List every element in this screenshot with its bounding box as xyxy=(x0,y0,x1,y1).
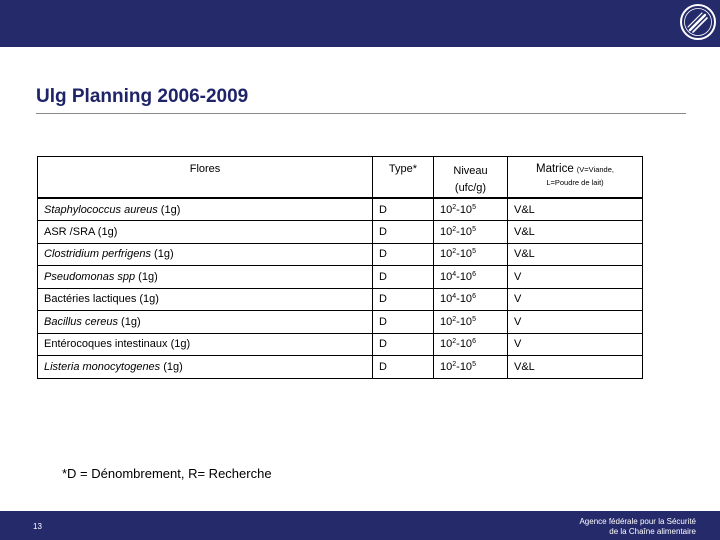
level-exp-low: 4 xyxy=(452,270,457,278)
title-divider xyxy=(36,113,686,114)
header-niveau-line2: (ufc/g) xyxy=(454,182,487,194)
level-sep: -10 xyxy=(456,203,473,216)
level-base: 10 xyxy=(440,270,453,283)
level-base: 10 xyxy=(440,293,453,306)
cell-niveau xyxy=(434,288,508,311)
cell-flore-italic: Clostridium perfrigens xyxy=(44,248,151,261)
header-niveau-line1: Niveau xyxy=(453,165,488,177)
level-base: 10 xyxy=(440,225,453,238)
cell-matrice: V xyxy=(508,311,643,334)
level-exp-low: 2 xyxy=(452,315,457,323)
table-row xyxy=(38,333,643,356)
cell-niveau xyxy=(434,266,508,289)
level-base: 10 xyxy=(440,248,453,261)
level-sep: -10 xyxy=(456,248,473,261)
level-exp-low: 2 xyxy=(452,338,457,346)
cell-flore-rest: (1g) xyxy=(117,315,141,328)
cell-matrice: V xyxy=(508,266,643,289)
header-matrice-label: Matrice xyxy=(536,163,574,175)
cell-flore xyxy=(38,311,373,334)
cell-matrice: V&L xyxy=(508,198,643,221)
level-exp-low: 2 xyxy=(452,360,457,368)
level-exp-high: 5 xyxy=(472,315,476,323)
table-row xyxy=(38,221,643,244)
cell-flore xyxy=(38,266,373,289)
cell-flore xyxy=(38,333,373,356)
agency-line1: Agence fédérale pour la Sécurité xyxy=(579,517,696,526)
header-flores: Flores xyxy=(38,157,373,199)
cell-flore-italic: Listeria monocytogenes xyxy=(44,360,161,373)
level-base: 10 xyxy=(440,203,453,216)
cell-matrice: V xyxy=(508,288,643,311)
level-exp-high: 6 xyxy=(472,293,476,301)
cell-flore-rest: Bactéries lactiques (1g) xyxy=(44,293,159,306)
cell-type: D xyxy=(373,356,434,379)
level-sep: -10 xyxy=(456,360,473,373)
level-sep: -10 xyxy=(456,225,473,238)
header-type: Type* xyxy=(373,157,434,199)
cell-flore-italic: Staphylococcus aureus xyxy=(44,203,158,216)
header-matrice-note2: L=Poudre de lait) xyxy=(546,178,604,187)
level-exp-low: 2 xyxy=(452,248,457,256)
cell-niveau xyxy=(434,311,508,334)
cell-flore xyxy=(38,288,373,311)
level-exp-low: 2 xyxy=(452,203,457,211)
footnote: *D = Dénombrement, R= Recherche xyxy=(62,466,272,481)
cell-flore-italic: Pseudomonas spp xyxy=(44,270,136,283)
cell-flore-rest: ASR /SRA (1g) xyxy=(44,225,118,238)
cell-type: D xyxy=(373,266,434,289)
agency-logo-icon xyxy=(679,3,717,41)
table-row xyxy=(38,288,643,311)
header-niveau xyxy=(434,157,508,199)
level-sep: -10 xyxy=(456,338,473,351)
cell-type: D xyxy=(373,288,434,311)
level-base: 10 xyxy=(440,315,453,328)
level-exp-low: 4 xyxy=(452,293,457,301)
agency-line2: de la Chaîne alimentaire xyxy=(609,527,696,536)
agency-name xyxy=(579,517,696,537)
cell-niveau xyxy=(434,333,508,356)
cell-type: D xyxy=(373,198,434,221)
table-row xyxy=(38,243,643,266)
cell-matrice: V&L xyxy=(508,356,643,379)
level-base: 10 xyxy=(440,338,453,351)
cell-flore-rest: (1g) xyxy=(150,248,174,261)
table-row xyxy=(38,356,643,379)
cell-type: D xyxy=(373,333,434,356)
cell-niveau xyxy=(434,198,508,221)
header-matrice xyxy=(508,157,643,199)
level-exp-high: 5 xyxy=(472,248,476,256)
level-sep: -10 xyxy=(456,315,473,328)
page-title: Ulg Planning 2006-2009 xyxy=(36,86,249,107)
header-bar xyxy=(0,0,720,47)
level-exp-high: 6 xyxy=(472,270,476,278)
level-exp-high: 5 xyxy=(472,360,476,368)
level-exp-high: 5 xyxy=(472,203,476,211)
cell-flore-rest: Entérocoques intestinaux (1g) xyxy=(44,338,191,351)
cell-flore-rest: (1g) xyxy=(135,270,158,283)
cell-type: D xyxy=(373,221,434,244)
cell-flore xyxy=(38,243,373,266)
level-exp-low: 2 xyxy=(452,225,457,233)
cell-flore-rest: (1g) xyxy=(157,203,181,216)
cell-type: D xyxy=(373,311,434,334)
cell-matrice: V xyxy=(508,333,643,356)
cell-flore-rest: (1g) xyxy=(160,360,183,373)
cell-flore xyxy=(38,198,373,221)
planning-table xyxy=(37,156,643,379)
level-exp-high: 6 xyxy=(472,338,476,346)
cell-niveau xyxy=(434,243,508,266)
cell-flore-italic: Bacillus cereus xyxy=(44,315,118,328)
cell-niveau xyxy=(434,356,508,379)
header-matrice-note1: (V=Viande, xyxy=(576,165,614,174)
table-row xyxy=(38,198,643,221)
cell-type: D xyxy=(373,243,434,266)
page-number: 13 xyxy=(33,522,42,531)
table-header-row xyxy=(38,157,643,199)
cell-niveau xyxy=(434,221,508,244)
cell-matrice: V&L xyxy=(508,243,643,266)
cell-matrice: V&L xyxy=(508,221,643,244)
level-sep: -10 xyxy=(456,270,473,283)
level-exp-high: 5 xyxy=(472,225,476,233)
cell-flore xyxy=(38,356,373,379)
level-sep: -10 xyxy=(456,293,473,306)
table-row xyxy=(38,266,643,289)
level-base: 10 xyxy=(440,360,453,373)
table-row xyxy=(38,311,643,334)
cell-flore xyxy=(38,221,373,244)
